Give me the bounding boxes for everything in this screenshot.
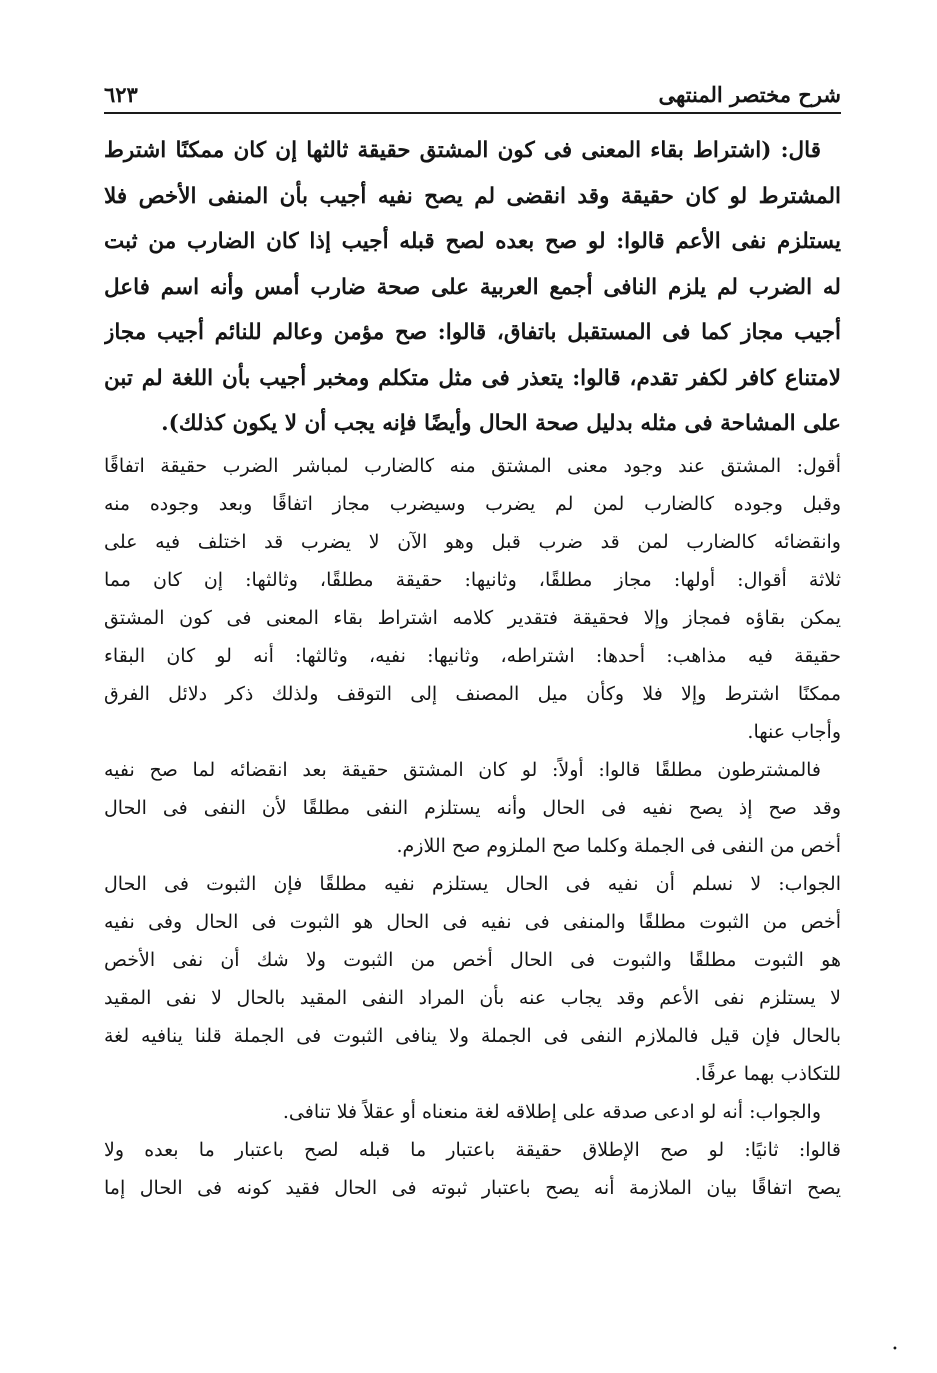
quote-line: قال: (اشتراط بقاء المعنى فى كون المشتق حقيقة ثالثها إن كان ممكنًا اشترط bbox=[104, 138, 821, 163]
text-line: يصح اتفاقًا بيان الملازمة أنه يصح باعتبار ثبوته فى الحال فقيد كونه فى الحال إما bbox=[104, 1176, 841, 1199]
text-line: وأجاب عنها. bbox=[747, 720, 841, 743]
text-line: أخص من النفى فى الجملة وكلما صح الملزوم صح اللازم. bbox=[396, 834, 841, 857]
page-content bbox=[104, 128, 841, 1207]
quote-line: أجيب مجاز كما فى المستقبل باتفاق، قالوا: صح مؤمن وعالم للنائم أجيب مجاز bbox=[104, 320, 841, 345]
text-line: قالوا: ثانيًا: لو صح الإطلاق حقيقة باعتبار ما قبله لصح باعتبار ما بعده ولا bbox=[104, 1138, 841, 1161]
commentary bbox=[104, 447, 841, 1207]
quote-line: المشترط لو كان حقيقة وقد انقضى لم يصح نفيه أجيب بأن المنفى الأخص فلا bbox=[104, 183, 841, 209]
text-line: أخص من الثبوت مطلقًا والمنفى فى نفيه فى الحال هو الثبوت فى الحال وفى نفيه bbox=[104, 910, 841, 933]
text-line: للتكاذب بهما عرفًا. bbox=[694, 1062, 841, 1085]
paragraph bbox=[104, 447, 841, 751]
text-line: لا يستلزم نفى الأعم وقد يجاب عنه بأن المراد النفى المقيد بالحال لا نفى المقيد bbox=[104, 986, 841, 1009]
text-line: الجواب: لا نسلم أن نفيه فى الحال يستلزم نفيه مطلقًا فإن الثبوت فى الحال bbox=[104, 872, 841, 895]
paragraph bbox=[104, 1093, 841, 1131]
text-line: أقول: المشتق عند وجود معنى المشتق منه كالضارب لمباشر الضرب حقيقة اتفاقًا bbox=[104, 454, 841, 477]
quoted-matn bbox=[104, 128, 841, 447]
paragraph bbox=[104, 751, 841, 865]
text-line: وقد صح إذ يصح نفيه فى الحال وأنه يستلزم النفى مطلقًا لأن النفى فى الحال bbox=[104, 796, 841, 819]
quote-line: على المشاحة فى مثله بدليل صحة الحال وأيضًا فإنه يجب أن لا يكون كذلك). bbox=[161, 411, 841, 436]
text-line: بالحال فإن قيل فالملازم النفى فى الجملة ولا ينافى الثبوت فى الجملة قلنا ينافيه لغة bbox=[104, 1024, 841, 1047]
text-line: ثلاثة أقوال: أولها: مجاز مطلقًا، وثانيها: حقيقة مطلقًا، وثالثها: إن كان مما bbox=[104, 568, 841, 591]
text-line: هو الثبوت مطلقًا والثبوت فى الحال أخص من الثبوت ولا شك أن نفى الأخص bbox=[104, 948, 841, 971]
text-line: وانقضائه كالضارب لمن قد ضرب قبل وهو الآن لا يضرب قد اختلف فيه على bbox=[104, 530, 841, 553]
text-line: فالمشترطون مطلقًا قالوا: أولاً: لو كان المشتق حقيقة بعد انقضائه لما صح نفيه bbox=[104, 758, 821, 781]
page-number: ٦٢٣ bbox=[104, 82, 138, 107]
text-line: ممكنًا اشترط وإلا فلا وكأن ميل المصنف إلى التوقف ولذلك ذكر دلائل الفرق bbox=[104, 682, 841, 705]
stray-dot-mark: • bbox=[892, 1344, 898, 1355]
text-line: والجواب: أنه لو ادعى صدقه على إطلاقه لغة منعناه أو عقلاً فلا تنافى. bbox=[282, 1100, 821, 1123]
text-line: حقيقة فيه مذاهب: أحدها: اشتراطه، وثانيها: نفيه، وثالثها: أنه لو كان البقاء bbox=[104, 644, 841, 667]
paragraph bbox=[104, 865, 841, 1093]
paragraph bbox=[104, 1131, 841, 1207]
text-line: يمكن بقاؤه فمجاز وإلا فحقيقة فتقدير كلامه اشتراط بقاء المعنى فى كون المشتق bbox=[104, 606, 841, 629]
quote-line: لامتناع كافر لكفر تقدم، قالوا: يتعذر فى مثل متكلم ومخبر أجيب بأن اللغة لم تبن bbox=[104, 365, 841, 391]
page-header bbox=[104, 78, 841, 114]
text-line: وقبل وجوده كالضارب لمن لم يضرب وسيضرب مجاز اتفاقًا وبعد وجوده منه bbox=[104, 492, 841, 515]
quote-line: يستلزم نفى الأعم قالوا: لو صح بعده لصح قبله أجيب إذا كان الضارب من ثبت bbox=[104, 229, 841, 254]
quote-line: له الضرب لم يلزم النافى أجمع العربية على صحة ضارب أمس وأنه اسم فاعل bbox=[104, 274, 841, 300]
running-title: شرح مختصر المنتهى bbox=[658, 82, 841, 107]
